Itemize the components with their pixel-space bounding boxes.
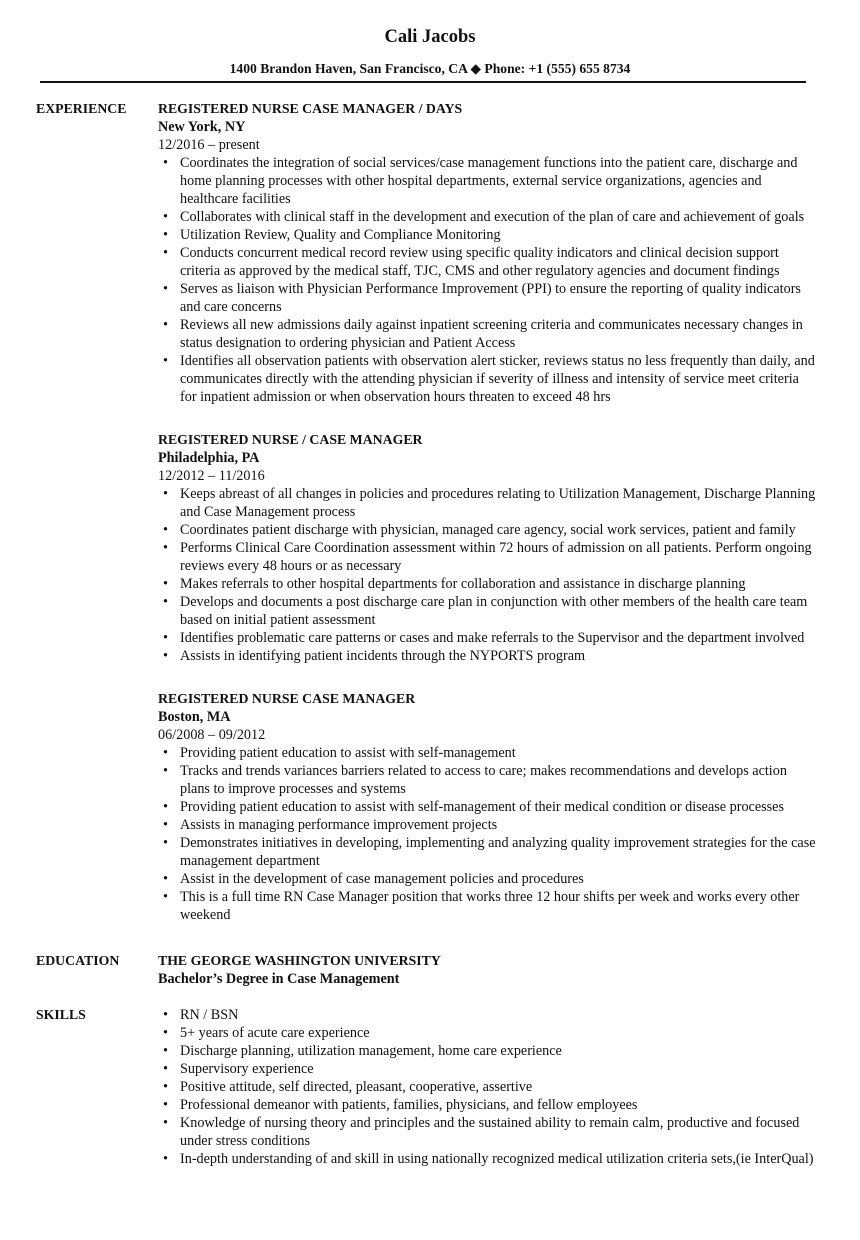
skill-item: • In-depth understanding of and skill in using nationally recognized medical utilization criteria sets,(ie InterQual) bbox=[158, 1150, 818, 1168]
section-title-experience: EXPERIENCE bbox=[36, 101, 127, 116]
bullet-item: • This is a full time RN Case Manager position that works three 12 hour shifts per week and works every other weekend bbox=[158, 888, 818, 924]
bullet-item: • Collaborates with clinical staff in the development and execution of the plan of care and achievement of goals bbox=[158, 208, 818, 226]
job-dates: 12/2016 – present bbox=[158, 137, 260, 153]
bullet-item: • Keeps abreast of all changes in policies and procedures relating to Utilization Management, Discharge Planning and Case Management process bbox=[158, 485, 818, 521]
job-title: REGISTERED NURSE CASE MANAGER / DAYS bbox=[158, 101, 463, 116]
degree-name: Bachelor’s Degree in Case Management bbox=[158, 971, 400, 987]
bullet-item: • Assists in identifying patient incidents through the NYPORTS program bbox=[158, 647, 818, 665]
bullet-item: • Performs Clinical Care Coordination assessment within 72 hours of admission on all patients. Perform ongoing reviews every 48 hours or as necessary bbox=[158, 539, 818, 575]
bullet-item: • Coordinates patient discharge with physician, managed care agency, social work services, patient and family bbox=[158, 521, 818, 539]
job-location: New York, NY bbox=[158, 119, 246, 135]
skill-item: • Positive attitude, self directed, pleasant, cooperative, assertive bbox=[158, 1078, 818, 1096]
bullet-item: • Conducts concurrent medical record review using specific quality indicators and clinical decision support criteria as approved by the medical staff, TJC, CMS and other regulatory agencies and document findings bbox=[158, 244, 818, 280]
bullet-item: • Demonstrates initiatives in developing, implementing and analyzing quality improvement strategies for the case management department bbox=[158, 834, 818, 870]
section-title-skills: SKILLS bbox=[36, 1007, 86, 1022]
skills-section bbox=[0, 1006, 860, 1168]
skill-item: • Supervisory experience bbox=[158, 1060, 818, 1078]
header-divider bbox=[40, 81, 806, 83]
experience-list bbox=[158, 100, 818, 924]
bullet-item: • Identifies all observation patients with observation alert sticker, reviews status no less frequently than daily, and communicates directly with the attending physician if severity of illness and intensity of service meet criteria for inpatient admission or when observation hours threaten to exceed 48 hrs bbox=[158, 352, 818, 406]
bullet-item: • Identifies problematic care patterns or cases and make referrals to the Supervisor and the department involved bbox=[158, 629, 818, 647]
skill-item: • Professional demeanor with patients, families, physicians, and fellow employees bbox=[158, 1096, 818, 1114]
bullet-item: • Develops and documents a post discharge care plan in conjunction with other members of the health care team based on initial patient assessment bbox=[158, 593, 818, 629]
bullet-item: • Assist in the development of case management policies and procedures bbox=[158, 870, 818, 888]
job-dates: 12/2012 – 11/2016 bbox=[158, 468, 265, 484]
bullet-item: • Makes referrals to other hospital departments for collaboration and assistance in discharge planning bbox=[158, 575, 818, 593]
bullet-item: • Tracks and trends variances barriers related to access to care; makes recommendations and develops action plans to improve processes and systems bbox=[158, 762, 818, 798]
resume-header bbox=[0, 0, 860, 77]
experience-section bbox=[0, 100, 860, 924]
skill-item: • Discharge planning, utilization management, home care experience bbox=[158, 1042, 818, 1060]
job-entry bbox=[158, 100, 818, 406]
skills-list-container bbox=[158, 1006, 818, 1168]
bullet-item: • Reviews all new admissions daily against inpatient screening criteria and communicates necessary changes in status designation to ordering physician and Patient Access bbox=[158, 316, 818, 352]
bullet-item: • Coordinates the integration of social services/case management functions into the patient care, discharge and home planning processes with other hospital departments, external service organizations, agencies and healthcare facilities bbox=[158, 154, 818, 208]
education-section bbox=[0, 952, 860, 988]
skills-list bbox=[158, 1006, 818, 1168]
job-bullets bbox=[158, 485, 818, 665]
job-bullets bbox=[158, 744, 818, 924]
contact-line: 1400 Brandon Haven, San Francisco, CA ◆ Phone: +1 (555) 655 8734 bbox=[229, 61, 631, 76]
job-location: Boston, MA bbox=[158, 709, 231, 725]
bullet-item: • Providing patient education to assist with self-management of their medical condition or disease processes bbox=[158, 798, 818, 816]
skill-item: • 5+ years of acute care experience bbox=[158, 1024, 818, 1042]
job-dates: 06/2008 – 09/2012 bbox=[158, 727, 266, 743]
job-entry bbox=[158, 690, 818, 924]
section-title-education: EDUCATION bbox=[36, 953, 120, 968]
job-title: REGISTERED NURSE / CASE MANAGER bbox=[158, 432, 423, 447]
school-name: THE GEORGE WASHINGTON UNIVERSITY bbox=[158, 953, 441, 968]
skill-item: • RN / BSN bbox=[158, 1006, 818, 1024]
job-bullets bbox=[158, 154, 818, 406]
bullet-item: • Serves as liaison with Physician Performance Improvement (PPI) to ensure the reporting of quality indicators and care concerns bbox=[158, 280, 818, 316]
bullet-item: • Providing patient education to assist with self-management bbox=[158, 744, 818, 762]
job-location: Philadelphia, PA bbox=[158, 450, 260, 466]
job-title: REGISTERED NURSE CASE MANAGER bbox=[158, 691, 416, 706]
bullet-item: • Utilization Review, Quality and Compliance Monitoring bbox=[158, 226, 818, 244]
candidate-name: Cali Jacobs bbox=[384, 27, 476, 47]
job-entry bbox=[158, 431, 818, 665]
bullet-item: • Assists in managing performance improvement projects bbox=[158, 816, 818, 834]
skill-item: • Knowledge of nursing theory and principles and the sustained ability to remain calm, productive and focused under stress conditions bbox=[158, 1114, 818, 1150]
education-entry bbox=[158, 952, 818, 988]
